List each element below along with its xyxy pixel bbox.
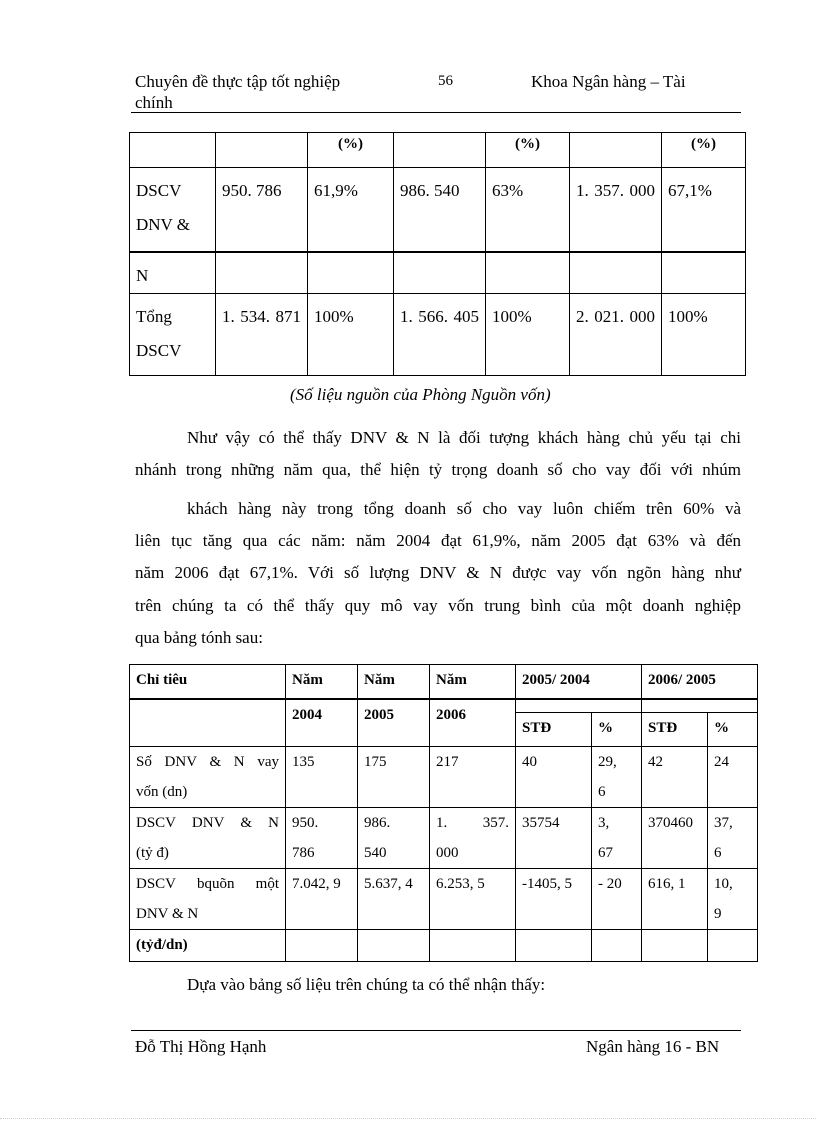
table-cell: -1405, 5 bbox=[516, 869, 592, 930]
table-cell: 217 bbox=[430, 747, 516, 808]
row-label: Tổng DSCV bbox=[130, 294, 216, 376]
table-cell: 6.253, 5 bbox=[430, 869, 516, 930]
table-cell: 100% bbox=[308, 294, 394, 376]
table-cell: 24 bbox=[708, 747, 758, 808]
paragraph-line: năm 2006 đạt 67,1%. Với số lượng DNV & N được vay vốn ngõn hàng như bbox=[135, 563, 741, 582]
table-header-cell: (%) bbox=[662, 133, 746, 168]
table-cell: 370460 bbox=[642, 808, 708, 869]
table-header-cell: STĐ bbox=[516, 713, 592, 747]
paragraph-line: liên tục tăng qua các năm: năm 2004 đạt 61,9%, năm 2005 đạt 63% và đến bbox=[135, 531, 741, 550]
table-cell: 29, 6 bbox=[592, 747, 642, 808]
row-label: DSCV DNV & bbox=[130, 168, 216, 252]
table-cell: 40 bbox=[516, 747, 592, 808]
table-row bbox=[130, 869, 758, 930]
paragraph-line: Dựa vào bảng số liệu trên chúng ta có thể nhận thấy: bbox=[187, 975, 546, 994]
loan-share-table bbox=[129, 132, 746, 376]
table-row bbox=[130, 133, 746, 168]
footer-rule bbox=[131, 1030, 741, 1031]
table-row bbox=[130, 168, 746, 252]
row-label: (tỷđ/dn) bbox=[130, 930, 286, 962]
table-cell bbox=[708, 930, 758, 962]
table-cell bbox=[642, 930, 708, 962]
table-header-cell: Chỉ tiêu bbox=[130, 665, 286, 699]
table-cell bbox=[516, 699, 642, 713]
table-header-cell: (%) bbox=[308, 133, 394, 168]
table-cell: 1. 357. 000 bbox=[430, 808, 516, 869]
table-cell: 61,9% bbox=[308, 168, 394, 252]
table-cell: 1. 357. 000 bbox=[570, 168, 662, 252]
table-cell bbox=[394, 133, 486, 168]
table-cell bbox=[216, 252, 308, 294]
table-header-cell: 2006 bbox=[430, 699, 516, 747]
table-cell bbox=[570, 133, 662, 168]
table-cell: 67,1% bbox=[662, 168, 746, 252]
table-cell bbox=[570, 252, 662, 294]
table-cell bbox=[662, 252, 746, 294]
table-cell bbox=[358, 930, 430, 962]
table-cell: 42 bbox=[642, 747, 708, 808]
table-cell bbox=[430, 930, 516, 962]
header-faculty: Khoa Ngân hàng – Tài bbox=[531, 72, 686, 91]
table-row bbox=[130, 699, 758, 713]
table-header-cell: Năm bbox=[286, 665, 358, 699]
table-header-cell: Năm bbox=[358, 665, 430, 699]
table-cell bbox=[308, 252, 394, 294]
table-header-cell: 2004 bbox=[286, 699, 358, 747]
table-header-cell: 2006/ 2005 bbox=[642, 665, 758, 699]
table-header-cell: % bbox=[592, 713, 642, 747]
header-title-continued: chính bbox=[135, 93, 173, 112]
table-cell: 5.637, 4 bbox=[358, 869, 430, 930]
table-cell: 135 bbox=[286, 747, 358, 808]
paragraph-line: Như vậy có thể thấy DNV & N là đối tượng khách hàng chủ yếu tại chi bbox=[187, 428, 741, 447]
table-cell bbox=[130, 699, 286, 747]
table-cell bbox=[642, 699, 758, 713]
table-cell: - 20 bbox=[592, 869, 642, 930]
table-cell bbox=[486, 252, 570, 294]
table-row bbox=[130, 252, 746, 294]
table-cell: 986. 540 bbox=[394, 168, 486, 252]
table-cell bbox=[216, 133, 308, 168]
row-label: Số DNV & N vay vốn (dn) bbox=[130, 747, 286, 808]
header-rule bbox=[131, 112, 741, 113]
table-cell: 3, 67 bbox=[592, 808, 642, 869]
page-number: 56 bbox=[438, 73, 453, 89]
table-row bbox=[130, 930, 758, 962]
table-cell bbox=[516, 930, 592, 962]
table-cell: 1. 566. 405 bbox=[394, 294, 486, 376]
table-cell: 35754 bbox=[516, 808, 592, 869]
table-cell bbox=[394, 252, 486, 294]
table-header-cell: Năm bbox=[430, 665, 516, 699]
table-cell: 100% bbox=[662, 294, 746, 376]
table-row bbox=[130, 808, 758, 869]
table-header-cell: 2005/ 2004 bbox=[516, 665, 642, 699]
table-cell: 616, 1 bbox=[642, 869, 708, 930]
table-source-caption: (Số liệu nguồn của Phòng Nguồn vốn) bbox=[290, 385, 551, 404]
table-cell bbox=[130, 133, 216, 168]
loan-size-table bbox=[129, 664, 758, 962]
table-cell: 10, 9 bbox=[708, 869, 758, 930]
table-cell: 37, 6 bbox=[708, 808, 758, 869]
paragraph-line: nhánh trong những năm qua, thể hiện tỷ trọng doanh số cho vay đối với nhúm bbox=[135, 460, 741, 479]
row-label: DSCV bquõn một DNV & N bbox=[130, 869, 286, 930]
table-cell: 950. 786 bbox=[216, 168, 308, 252]
paragraph-line: khách hàng này trong tổng doanh số cho vay luôn chiếm trên 60% và bbox=[187, 499, 741, 518]
table-cell: 950. 786 bbox=[286, 808, 358, 869]
table-header-cell: STĐ bbox=[642, 713, 708, 747]
header-title: Chuyên đề thực tập tốt nghiệp bbox=[135, 72, 341, 91]
footer-author: Đỗ Thị Hồng Hạnh bbox=[135, 1037, 267, 1056]
table-cell: 986. 540 bbox=[358, 808, 430, 869]
table-header-cell: (%) bbox=[486, 133, 570, 168]
table-cell: 175 bbox=[358, 747, 430, 808]
table-header-cell: % bbox=[708, 713, 758, 747]
table-row bbox=[130, 294, 746, 376]
table-cell: 7.042, 9 bbox=[286, 869, 358, 930]
table-row bbox=[130, 665, 758, 699]
table-cell: 63% bbox=[486, 168, 570, 252]
page-edge-dots bbox=[0, 1118, 816, 1119]
table-cell: 2. 021. 000 bbox=[570, 294, 662, 376]
row-label: DSCV DNV & N (tỷ đ) bbox=[130, 808, 286, 869]
paragraph-line: trên chúng ta có thể thấy quy mô vay vốn trung bình của một doanh nghiệp bbox=[135, 596, 741, 615]
table-cell bbox=[286, 930, 358, 962]
table-cell: 100% bbox=[486, 294, 570, 376]
footer-class: Ngân hàng 16 - BN bbox=[586, 1037, 720, 1056]
paragraph-line: qua bảng tónh sau: bbox=[135, 628, 263, 647]
row-label: N bbox=[130, 252, 216, 294]
table-row bbox=[130, 747, 758, 808]
table-cell bbox=[592, 930, 642, 962]
table-cell: 1. 534. 871 bbox=[216, 294, 308, 376]
table-header-cell: 2005 bbox=[358, 699, 430, 747]
